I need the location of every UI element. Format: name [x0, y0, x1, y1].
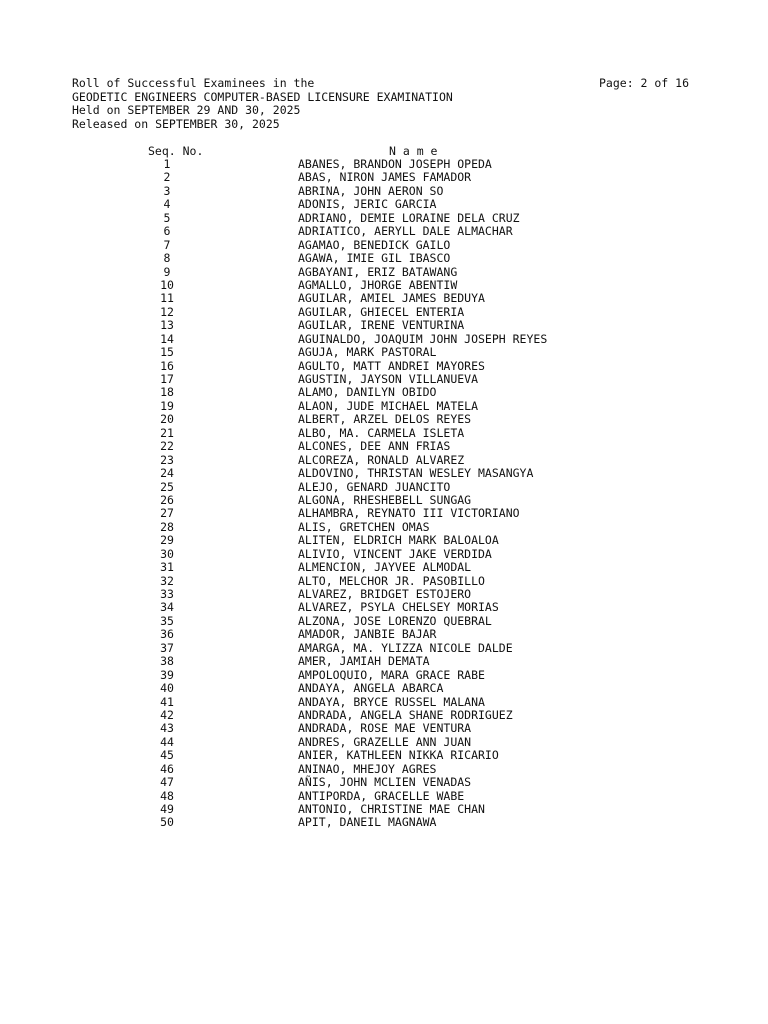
seq-number: 31: [160, 560, 174, 575]
examinee-name: AGUINALDO, JOAQUIM JOHN JOSEPH REYES: [298, 331, 548, 346]
seq-number: 23: [160, 452, 174, 467]
seq-number: 41: [160, 694, 174, 709]
examinee-name: ALTO, MELCHOR JR. PASOBILLO: [298, 573, 485, 588]
examinee-name: ADRIANO, DEMIE LORAINE DELA CRUZ: [298, 210, 520, 225]
list-item: [0, 185, 768, 198]
list-item: [0, 722, 768, 735]
seq-number: 5: [163, 210, 171, 225]
examinee-name: ALZONA, JOSE LORENZO QUEBRAL: [298, 613, 492, 628]
examinee-name: ANDAYA, BRYCE RUSSEL MALANA: [298, 694, 485, 709]
examinee-name: AGUILAR, IRENE VENTURINA: [298, 318, 465, 333]
examinee-name: AGULTO, MATT ANDREI MAYORES: [298, 358, 485, 373]
seq-number: 49: [160, 802, 174, 816]
list-item: [0, 333, 768, 346]
list-item: [0, 413, 768, 426]
examinee-name: ANDAYA, ANGELA ABARCA: [298, 681, 444, 696]
seq-number: 30: [160, 546, 174, 561]
seq-number: 26: [160, 492, 174, 507]
list-item: [0, 360, 768, 373]
seq-number: 24: [160, 466, 174, 481]
seq-number: 9: [163, 264, 171, 279]
list-item: [0, 292, 768, 305]
seq-number: 39: [160, 667, 174, 682]
seq-number: 27: [160, 506, 174, 521]
examinee-name: ALDOVINO, THRISTAN WESLEY MASANGYA: [298, 466, 534, 481]
examinee-name: ALGONA, RHESHEBELL SUNGAG: [298, 492, 472, 507]
seq-number: 35: [160, 613, 174, 628]
examinee-name: ALVAREZ, PSYLA CHELSEY MORIAS: [298, 600, 499, 615]
seq-number: 33: [160, 587, 174, 601]
list-item: [0, 440, 768, 453]
examinee-name: ALHAMBRA, REYNATO III VICTORIANO: [298, 506, 520, 521]
list-item: [0, 628, 768, 641]
list-item: [0, 400, 768, 413]
list-item: [0, 655, 768, 668]
examinee-name: AMADOR, JANBIE BAJAR: [298, 627, 437, 642]
list-item: [0, 534, 768, 547]
examinee-name: ABAS, NIRON JAMES FAMADOR: [298, 170, 472, 185]
examinee-name: AGAWA, IMIE GIL IBASCO: [298, 251, 451, 266]
seq-number: 21: [160, 425, 174, 440]
examinee-name: AGMALLO, JHORGE ABENTIW: [298, 277, 458, 292]
list-item: [0, 803, 768, 816]
list-item: [0, 709, 768, 722]
examinee-name: ANINAO, MHEJOY AGRES: [298, 761, 437, 776]
examinee-name: AMPOLOQUIO, MARA GRACE RABE: [298, 667, 485, 682]
examinee-name: AÑIS, JOHN MCLIEN VENADAS: [298, 775, 472, 790]
list-item: [0, 427, 768, 440]
examinee-name: ALAON, JUDE MICHAEL MATELA: [298, 398, 479, 413]
list-item: [0, 776, 768, 789]
examinee-name: AGUILAR, AMIEL JAMES BEDUYA: [298, 291, 485, 306]
examinee-name: AGAMAO, BENEDICK GAILO: [298, 237, 451, 252]
seq-number: 6: [163, 224, 171, 239]
seq-number: 1: [163, 157, 171, 171]
seq-number: 19: [160, 398, 174, 413]
examinee-name: ABANES, BRANDON JOSEPH OPEDA: [298, 157, 492, 171]
seq-number: 43: [160, 721, 174, 736]
list-item: [0, 386, 768, 399]
list-item: [0, 467, 768, 480]
seq-number: 8: [163, 251, 171, 266]
examinee-name: ALIVIO, VINCENT JAKE VERDIDA: [298, 546, 492, 561]
seq-number: 32: [160, 573, 174, 588]
seq-number: 50: [160, 815, 174, 830]
examinee-name: ANDRADA, ROSE MAE VENTURA: [298, 721, 472, 736]
list-item: [0, 642, 768, 655]
seq-number: 16: [160, 358, 174, 373]
examinee-name: ALAMO, DANILYN OBIDO: [298, 385, 437, 400]
list-item: [0, 239, 768, 252]
seq-number: 25: [160, 479, 174, 494]
list-item: [0, 507, 768, 520]
list-item: [0, 521, 768, 534]
seq-number: 2: [163, 170, 171, 185]
seq-number: 38: [160, 654, 174, 669]
list-item: [0, 601, 768, 614]
seq-number: 47: [160, 775, 174, 790]
examinee-name: ADRIATICO, AERYLL DALE ALMACHAR: [298, 224, 513, 239]
list-item: [0, 736, 768, 749]
list-item: [0, 279, 768, 292]
seq-number: 10: [160, 277, 174, 292]
seq-number: 40: [160, 681, 174, 696]
list-item: [0, 306, 768, 319]
seq-number: 42: [160, 707, 174, 722]
list-item: [0, 749, 768, 762]
list-item: [0, 494, 768, 507]
seq-number: 11: [160, 291, 174, 306]
examinee-name: APIT, DANEIL MAGNAWA: [298, 815, 437, 830]
examinee-name: ALITEN, ELDRICH MARK BALOALOA: [298, 533, 499, 548]
seq-number: 44: [160, 734, 174, 749]
list-item: [0, 696, 768, 709]
list-item: [0, 588, 768, 601]
examinee-name: AMER, JAMIAH DEMATA: [298, 654, 430, 669]
examinee-name: ANDRES, GRAZELLE ANN JUAN: [298, 734, 472, 749]
list-item: [0, 346, 768, 359]
list-item: [0, 171, 768, 184]
seq-number: 14: [160, 331, 174, 346]
list-item: [0, 682, 768, 695]
examinee-name: ALBERT, ARZEL DELOS REYES: [298, 412, 472, 427]
page-number: Page: 2 of 16: [599, 76, 690, 90]
list-item: [0, 319, 768, 332]
seq-number: 37: [160, 640, 174, 655]
list-item: [0, 790, 768, 803]
seq-number: 17: [160, 372, 174, 386]
examinee-name: AGUSTIN, JAYSON VILLANUEVA: [298, 372, 479, 386]
examinee-name: AGUJA, MARK PASTORAL: [298, 345, 437, 360]
list-item: [0, 266, 768, 279]
seq-number: 20: [160, 412, 174, 427]
list-item: [0, 373, 768, 386]
list-item: [0, 548, 768, 561]
header-release-date: Released on SEPTEMBER 30, 2025: [72, 116, 280, 131]
seq-number: 3: [163, 183, 171, 198]
examinee-name: ANTIPORDA, GRACELLE WABE: [298, 788, 465, 803]
examinee-list: [0, 158, 768, 830]
list-item: [0, 225, 768, 238]
list-item: [0, 575, 768, 588]
seq-number: 48: [160, 788, 174, 803]
list-item: [0, 212, 768, 225]
examinee-name: ALBO, MA. CARMELA ISLETA: [298, 425, 465, 440]
seq-number: 45: [160, 748, 174, 763]
list-item: [0, 669, 768, 682]
examinee-name: ADONIS, JERIC GARCIA: [298, 197, 437, 212]
examinee-name: ALMENCION, JAYVEE ALMODAL: [298, 560, 472, 575]
seq-number: 28: [160, 519, 174, 534]
seq-number: 29: [160, 533, 174, 548]
header-exam-name: GEODETIC ENGINEERS COMPUTER-BASED LICENSURE EXAMINATION: [72, 89, 453, 104]
seq-number: 15: [160, 345, 174, 360]
examinee-name: ABRINA, JOHN AERON SO: [298, 183, 444, 198]
examinee-name: AGUILAR, GHIECEL ENTERIA: [298, 304, 465, 319]
list-item: [0, 816, 768, 829]
seq-number: 18: [160, 385, 174, 400]
examinee-name: ANIER, KATHLEEN NIKKA RICARIO: [298, 748, 499, 763]
seq-number: 46: [160, 761, 174, 776]
list-item: [0, 198, 768, 211]
seq-number: 4: [163, 197, 171, 212]
examinee-name: AGBAYANI, ERIZ BATAWANG: [298, 264, 458, 279]
list-item: [0, 454, 768, 467]
list-item: [0, 481, 768, 494]
column-header-seq: Seq. No.: [148, 144, 204, 158]
list-item: [0, 252, 768, 265]
seq-number: 36: [160, 627, 174, 642]
header-exam-dates: Held on SEPTEMBER 29 AND 30, 2025: [72, 103, 301, 117]
seq-number: 7: [163, 237, 171, 252]
column-header-name: N a m e: [389, 144, 438, 158]
examinee-name: AMARGA, MA. YLIZZA NICOLE DALDE: [298, 640, 513, 655]
examinee-name: ALEJO, GENARD JUANCITO: [298, 479, 451, 494]
seq-number: 22: [160, 439, 174, 454]
header-title-line-1: Roll of Successful Examinees in the: [72, 76, 315, 90]
seq-number: 34: [160, 600, 174, 615]
list-item: [0, 561, 768, 574]
examinee-name: ALIS, GRETCHEN OMAS: [298, 519, 430, 534]
seq-number: 12: [160, 304, 174, 319]
seq-number: 13: [160, 318, 174, 333]
examinee-name: ANTONIO, CHRISTINE MAE CHAN: [298, 802, 485, 816]
examinee-name: ALCOREZA, RONALD ALVAREZ: [298, 452, 465, 467]
examinee-name: ALCONES, DEE ANN FRIAS: [298, 439, 451, 454]
list-item: [0, 158, 768, 171]
list-item: [0, 615, 768, 628]
examinee-name: ALVAREZ, BRIDGET ESTOJERO: [298, 587, 472, 601]
examinee-name: ANDRADA, ANGELA SHANE RODRIGUEZ: [298, 707, 513, 722]
